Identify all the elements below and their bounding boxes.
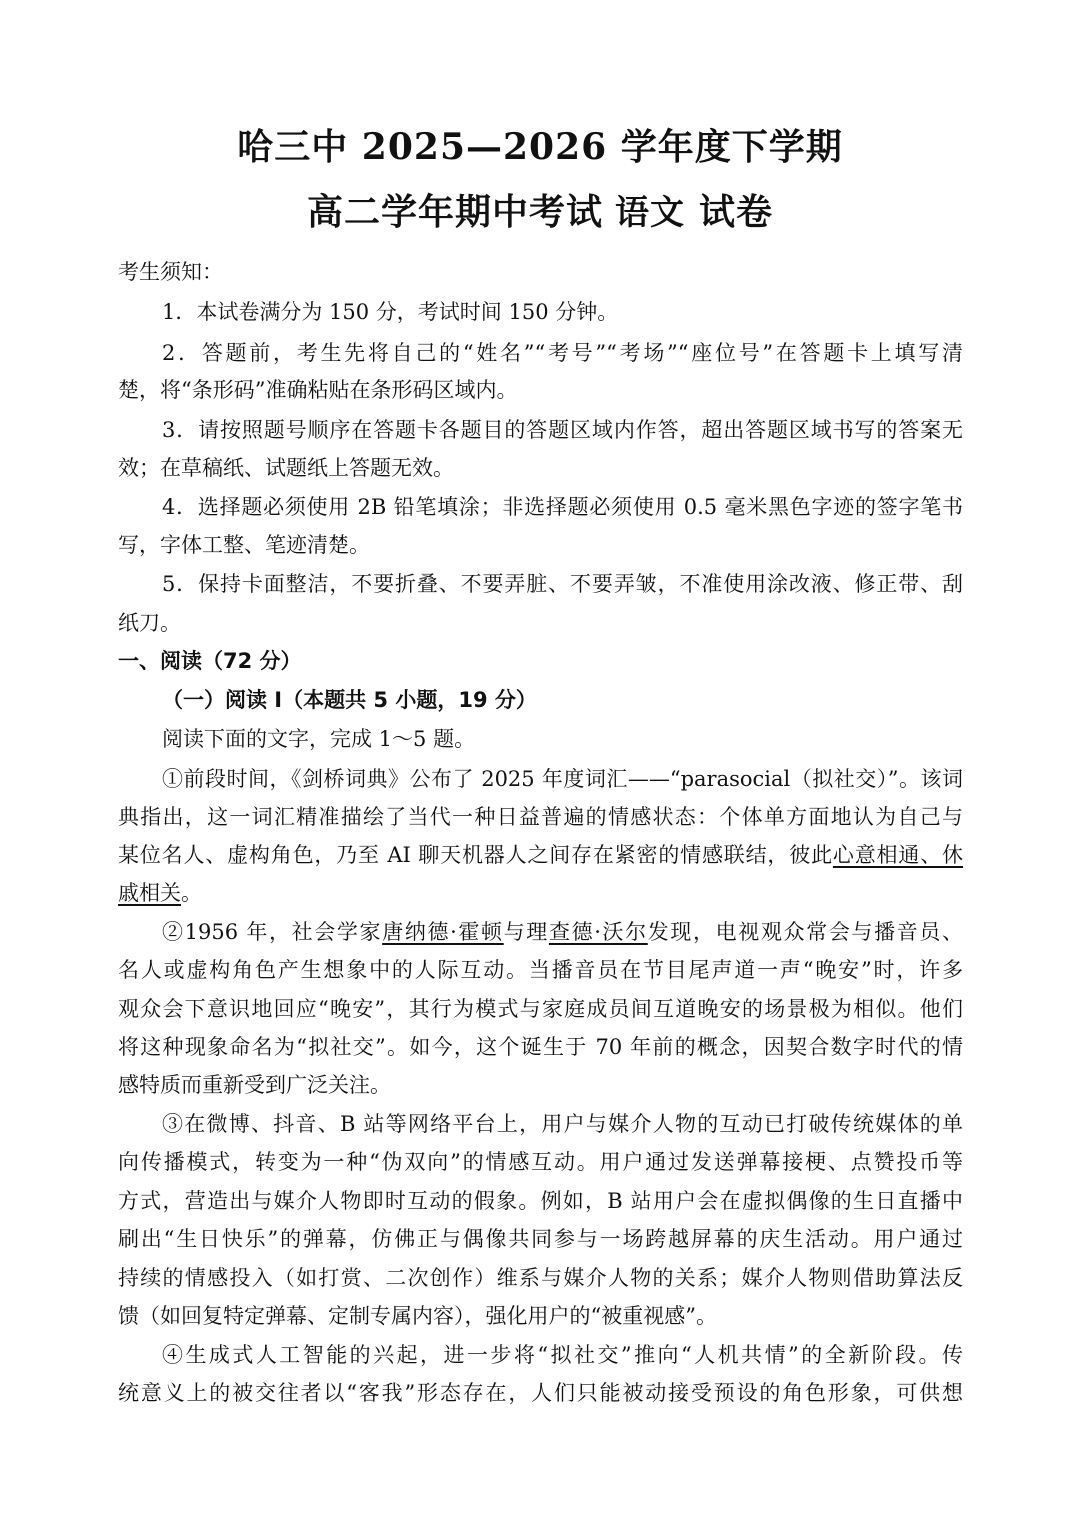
exam-subject: 语文 (615, 193, 685, 233)
passage-line: 名人或虚构角色产生想象中的人际互动。当播音员在节目尾声道一声“晚安”时，许多 (118, 958, 963, 982)
passage-text: 发现，电视观众常会与播音员、 (647, 920, 964, 944)
passage-line: 持续的情感投入（如打赏、二次创作）维系与媒介人物的关系；媒介人物则借助算法反 (118, 1266, 963, 1290)
notice-line: 效；在草稿纸、试题纸上答题无效。 (118, 456, 454, 480)
notice-line: 楚，将“条形码”准确粘贴在条形码区域内。 (118, 378, 518, 402)
notice-heading: 考生须知： (118, 260, 223, 284)
exam-subtitle (0, 190, 1080, 235)
passage-line: 刷出“生日快乐”的弹幕，仿佛正与偶像共同参与一场跨越屏幕的庆生活动。用户通过 (118, 1227, 963, 1251)
notice-line: 4．选择题必须使用 2B 铅笔填涂；非选择题必须使用 0.5 毫米黑色字迹的签字笔书 (162, 495, 963, 519)
passage-line: 感特质而重新受到广泛关注。 (118, 1073, 391, 1097)
notice-line: 1．本试卷满分为 150 分，考试时间 150 分钟。 (162, 300, 619, 324)
passage-line: ③在微博、抖音、B 站等网络平台上，用户与媒介人物的互动已打破传统媒体的单 (162, 1112, 963, 1136)
passage-line: 典指出，这一词汇精准描绘了当代一种日益普遍的情感状态：个体单方面地认为自己与 (118, 805, 963, 829)
exam-title: 哈三中 2025—2026 学年度下学期 (237, 126, 843, 168)
passage-line: 馈（如回复特定弹幕、定制专属内容），强化用户的“被重视感”。 (118, 1304, 717, 1328)
passage-line: 方式，营造出与媒介人物即时互动的假象。例如，B 站用户会在虚拟偶像的生日直播中 (118, 1189, 963, 1213)
exam-subtitle-suffix: 试卷 (699, 191, 774, 233)
notice-line: 纸刀。 (118, 611, 181, 635)
exam-subtitle-prefix: 高二学年期中考试 (306, 191, 603, 233)
passage-line: 将这种现象命名为“拟社交”。如今，这个诞生于 70 年前的概念，因契合数字时代的情 (118, 1035, 963, 1059)
underlined-name: 查德·沃尔 (548, 920, 648, 944)
section-heading: 一、阅读（72 分） (118, 649, 302, 673)
passage-line (118, 879, 963, 907)
passage-line: 观众会下意识地回应“晚安”，其行为模式与家庭成员间互道晚安的场景极为相似。他们 (118, 997, 963, 1021)
passage-line: ④生成式人工智能的兴起，进一步将“拟社交”推向“人机共情”的全新阶段。传 (162, 1343, 963, 1367)
instruction: 阅读下面的文字，完成 1～5 题。 (162, 727, 476, 751)
passage-text: 。 (181, 881, 202, 905)
passage-text: 与理 (503, 920, 549, 944)
subsection-heading: （一）阅读 I（本题共 5 小题，19 分） (162, 688, 537, 712)
passage-line: 统意义上的被交往者以“客我”形态存在，人们只能被动接受预设的角色形象，可供想 (118, 1381, 963, 1405)
notice-line: 3．请按照题号顺序在答题卡各题目的答题区域内作答，超出答题区域书写的答案无 (162, 418, 963, 442)
notice-line: 写，字体工整、笔迹清楚。 (118, 533, 370, 557)
passage-text: 某位名人、虚构角色，乃至 AI 聊天机器人之间存在紧密的情感联结，彼此 (118, 843, 833, 867)
passage-text: ②1956 年，社会学家 (162, 920, 383, 944)
passage-line (162, 918, 963, 946)
underlined-name: 唐纳德·霍顿 (382, 920, 504, 944)
passage-line: ①前段时间，《剑桥词典》公布了 2025 年度词汇——“parasocial（拟社交）”。该词 (162, 767, 963, 791)
notice-line: 5．保持卡面整洁，不要折叠、不要弄脏、不要弄皱，不准使用涂改液、修正带、刮 (162, 572, 963, 596)
underlined-phrase: 心意相通、休 (832, 843, 964, 867)
passage-line: 向传播模式，转变为一种“伪双向”的情感互动。用户通过发送弹幕接梗、点赞投币等 (118, 1150, 963, 1174)
underlined-phrase: 戚相关 (118, 881, 181, 905)
passage-line (118, 841, 963, 869)
notice-line: 2．答题前，考生先将自己的“姓名”“考号”“考场”“座位号”在答题卡上填写清 (162, 341, 963, 365)
